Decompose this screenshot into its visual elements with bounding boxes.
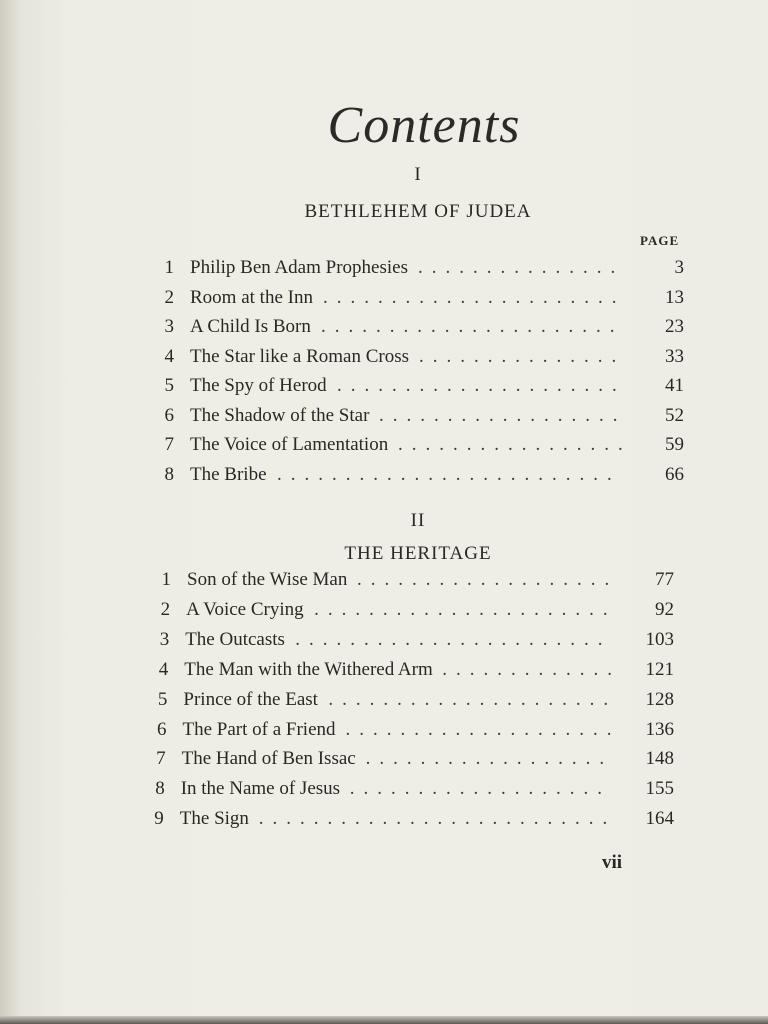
dot-leader: ................... (357, 569, 619, 590)
toc-entry-number: 8 (164, 463, 174, 485)
dot-leader: ...................... (321, 316, 624, 337)
toc-entry-page: 155 (645, 778, 674, 800)
toc-entry-title: The Shadow of the Star (190, 404, 370, 426)
dot-leader: ................. (398, 434, 632, 455)
page-bottom-edge (0, 1016, 768, 1024)
toc-entry-number: 4 (164, 345, 174, 367)
toc-entry-number: 2 (160, 598, 171, 620)
toc-entry (160, 314, 684, 340)
toc-entry-number: 9 (154, 808, 164, 830)
dot-leader: .......................... (258, 808, 617, 830)
toc-entry-number: 4 (158, 658, 169, 680)
toc-entry-title: Room at the Inn (190, 286, 313, 308)
dot-leader: .................... (345, 718, 621, 740)
toc-entry-page: 128 (645, 688, 674, 710)
toc-entry (160, 403, 684, 429)
dot-leader: ..................... (337, 375, 626, 396)
toc-entry-title: The Bribe (190, 463, 267, 485)
toc-entry-page: 66 (665, 463, 684, 485)
dot-leader: ....................... (295, 628, 612, 650)
toc-entry-number: 5 (164, 375, 174, 396)
toc-entry-page: 23 (665, 316, 684, 337)
toc-entry-number: 3 (159, 628, 170, 650)
toc-entry (160, 462, 684, 488)
dot-leader: ..................... (328, 688, 618, 710)
toc-entry (153, 687, 674, 713)
contents-title: Contents (327, 97, 521, 154)
toc-entry (154, 657, 674, 683)
toc-entry-title: The Voice of Lamentation (190, 434, 389, 455)
toc-entry-page: 52 (665, 404, 684, 426)
toc-entry-page: 136 (645, 718, 674, 740)
toc-entry-number: 7 (164, 434, 174, 455)
toc-entry (155, 627, 674, 653)
toc-entry-title: In the Name of Jesus (180, 778, 341, 800)
dot-leader: .................. (379, 404, 627, 426)
toc-entry-title: Prince of the East (183, 688, 318, 710)
toc-entry-title: The Part of a Friend (182, 718, 336, 740)
toc-entry (153, 717, 675, 743)
toc-entry-title: The Spy of Herod (190, 375, 327, 396)
part-1-title: BETHLEHEM OF JUDEA (304, 201, 532, 222)
toc-entry-number: 1 (164, 257, 174, 278)
page-folio: vii (602, 852, 623, 873)
toc-entry-page: 41 (665, 375, 684, 396)
toc-entry (152, 746, 674, 772)
toc-entry-title: A Voice Crying (186, 598, 304, 620)
toc-entry (156, 597, 674, 623)
toc-entry-title: Son of the Wise Man (187, 569, 348, 590)
dot-leader: .................. (365, 748, 614, 770)
toc-entry-number: 5 (157, 688, 168, 710)
dot-leader: ...................... (323, 286, 626, 308)
dot-leader: ......................... (277, 463, 621, 485)
toc-entry-number: 8 (155, 778, 165, 800)
toc-entry-title: A Child Is Born (190, 316, 311, 337)
dot-leader: ............. (442, 658, 622, 680)
toc-entry-page: 103 (645, 628, 674, 650)
toc-entry-number: 7 (156, 748, 166, 770)
toc-entry (160, 373, 684, 399)
dot-leader: ............... (419, 345, 626, 367)
toc-entry-number: 3 (164, 316, 174, 337)
toc-entry (151, 776, 674, 802)
toc-entry-page: 13 (665, 286, 684, 308)
toc-entry-number: 6 (164, 404, 174, 426)
page-column-header: PAGE (640, 233, 680, 248)
toc-entry (150, 806, 674, 832)
toc-entry-title: The Sign (179, 808, 249, 830)
dot-leader: ...................... (314, 598, 617, 620)
toc-entry-title: The Star like a Roman Cross (190, 345, 409, 367)
toc-entry-page: 77 (655, 569, 674, 590)
toc-entry-page: 164 (645, 808, 674, 830)
toc-entry-title: The Hand of Ben Issac (181, 748, 356, 770)
toc-entry (160, 285, 684, 311)
toc-entry-page: 59 (665, 434, 684, 455)
toc-entry (157, 567, 674, 593)
toc-entry-page: 92 (654, 598, 674, 620)
toc-entry (160, 255, 684, 281)
toc-entry-title: The Outcasts (185, 628, 285, 650)
part-2-numeral: II (410, 510, 426, 531)
toc-entry-number: 2 (164, 286, 174, 308)
toc-entry-page: 33 (665, 345, 684, 367)
dot-leader: ................... (349, 778, 611, 800)
toc-entry-title: The Man with the Withered Arm (184, 658, 433, 680)
toc-entry-number: 6 (157, 718, 167, 740)
toc-entry (160, 344, 684, 370)
toc-entry-page: 148 (645, 748, 674, 770)
toc-entry (160, 432, 684, 458)
toc-entry-page: 121 (645, 658, 674, 680)
dot-leader: ............... (418, 257, 625, 278)
part-1-numeral: I (414, 164, 422, 185)
toc-entry-title: Philip Ben Adam Prophesies (190, 257, 408, 278)
toc-entry-page: 3 (674, 257, 684, 278)
part-2-title: THE HERITAGE (344, 543, 492, 564)
toc-entry-number: 1 (161, 569, 171, 590)
